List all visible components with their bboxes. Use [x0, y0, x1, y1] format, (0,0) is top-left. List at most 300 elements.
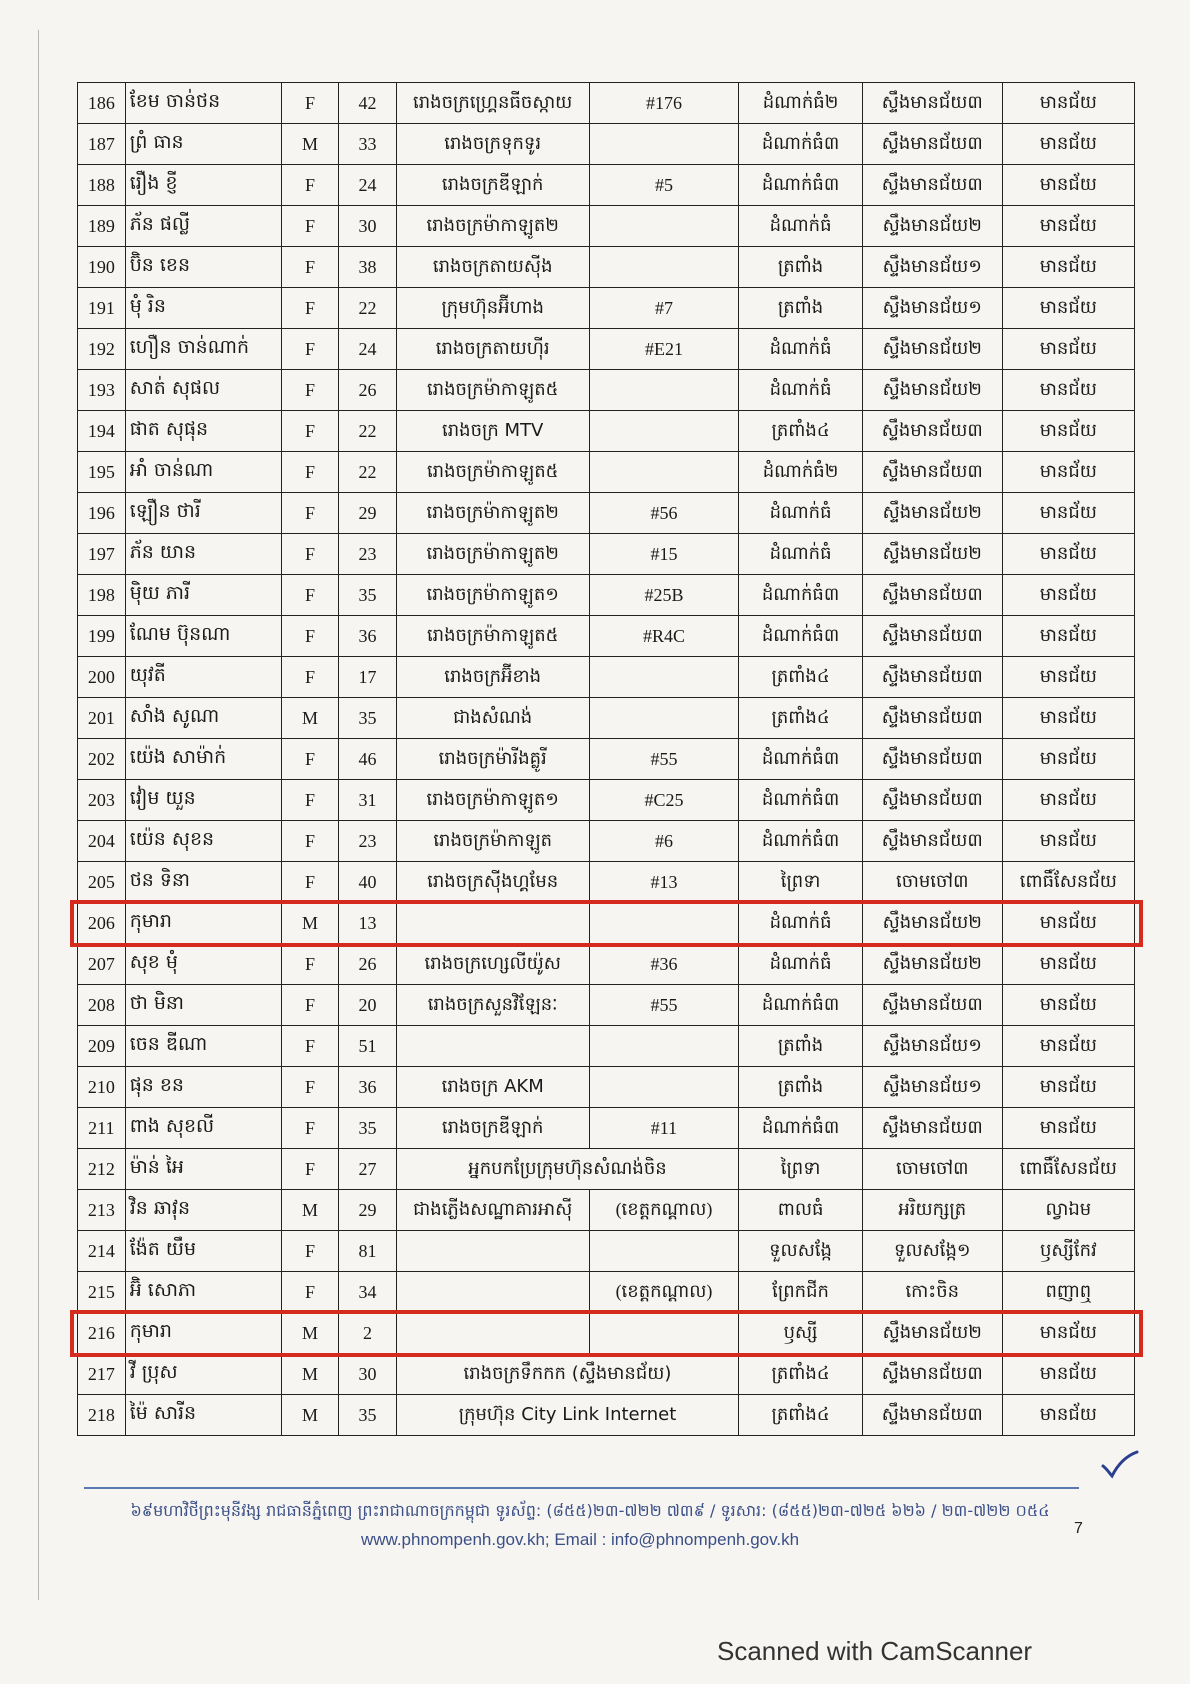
village-cell: ដំណាក់ធំ៣ [739, 1108, 863, 1149]
district-cell: មានជ័យ [1002, 780, 1134, 821]
table-row [78, 698, 1135, 739]
table-row [78, 1067, 1135, 1108]
code-cell [589, 1313, 739, 1354]
footer-address: ៦៩មហាវិថីព្រះមុនីវង្ស រាជធានីភ្នំពេញ ព្រះរាជាណាចក្រកម្ពុជា ទូរស័ព្ទ: (៨៥៥)២៣-៧២២ ៧៣៩ / ទូរសារ: (៨៥៥)២៣-៧២៥ ៦២៦ / ២៣-៧២២ ០៥៤ [130, 1501, 1050, 1520]
workplace-cell: រោងចក្រតាយហ៊ីរ [396, 329, 589, 370]
commune-cell: ស្ទឹងមានជ័យ៣ [862, 985, 1002, 1026]
village-cell: ដំណាក់ធំ [739, 944, 863, 985]
district-cell: មានជ័យ [1002, 616, 1134, 657]
row-number: 199 [78, 616, 126, 657]
village-cell: ត្រពាំង [739, 1067, 863, 1108]
sex-cell: F [281, 616, 338, 657]
workplace-cell: រោងចក្រតាយស៊ីង [396, 247, 589, 288]
age-cell: 36 [339, 1067, 396, 1108]
district-cell: មានជ័យ [1002, 1067, 1134, 1108]
row-number: 203 [78, 780, 126, 821]
person-name: រឿង ខ្ញី [125, 165, 281, 206]
scan-edge [38, 30, 39, 1600]
commune-cell: អរិយក្សត្រ [862, 1190, 1002, 1231]
table-row [78, 944, 1135, 985]
commune-cell: ស្ទឹងមានជ័យ៣ [862, 83, 1002, 124]
checkmark-icon [1100, 1450, 1140, 1480]
village-cell: ឫស្សី [739, 1313, 863, 1354]
age-cell: 23 [339, 821, 396, 862]
records-table [77, 82, 1135, 1436]
code-cell: #176 [589, 83, 739, 124]
commune-cell: ស្ទឹងមានជ័យ២ [862, 944, 1002, 985]
person-name: យ៉េង សាម៉ាក់ [125, 739, 281, 780]
code-cell: #55 [589, 985, 739, 1026]
village-cell: ដំណាក់ធំ [739, 370, 863, 411]
workplace-cell: ក្រុមហ៊ុន City Link Internet [396, 1395, 739, 1436]
workplace-cell: រោងចក្រស៊ីងហ្គមែន [396, 862, 589, 903]
row-number: 192 [78, 329, 126, 370]
district-cell: មានជ័យ [1002, 739, 1134, 780]
row-number: 186 [78, 83, 126, 124]
person-name: ភ័ន ផល្លី [125, 206, 281, 247]
table-row [78, 206, 1135, 247]
village-cell: ដំណាក់ធំ [739, 329, 863, 370]
row-number: 206 [78, 903, 126, 944]
person-name: ភ័ន យាន [125, 534, 281, 575]
workplace-cell: ជាងភ្លើងសណ្ឋាគារអាស៊ី [396, 1190, 589, 1231]
sex-cell: F [281, 780, 338, 821]
village-cell: ដំណាក់ធំ [739, 903, 863, 944]
workplace-cell [396, 1313, 589, 1354]
district-cell: មានជ័យ [1002, 452, 1134, 493]
commune-cell: ស្ទឹងមានជ័យ២ [862, 1313, 1002, 1354]
person-name: វិន ឆាវុន [125, 1190, 281, 1231]
row-number: 215 [78, 1272, 126, 1313]
workplace-cell [396, 903, 589, 944]
code-cell: #13 [589, 862, 739, 903]
commune-cell: ស្ទឹងមានជ័យ២ [862, 329, 1002, 370]
table-row [78, 1354, 1135, 1395]
table-row [78, 575, 1135, 616]
row-number: 201 [78, 698, 126, 739]
village-cell: ត្រពាំង៤ [739, 1354, 863, 1395]
sex-cell: F [281, 83, 338, 124]
workplace-cell: រោងចក្រម៉ាកាឡូត៥ [396, 616, 589, 657]
person-name: ផុន ខន [125, 1067, 281, 1108]
table-row [78, 1149, 1135, 1190]
code-cell [589, 411, 739, 452]
district-cell: មានជ័យ [1002, 657, 1134, 698]
commune-cell: ស្ទឹងមានជ័យ២ [862, 903, 1002, 944]
table-row [78, 534, 1135, 575]
commune-cell: ស្ទឹងមានជ័យ១ [862, 1067, 1002, 1108]
age-cell: 26 [339, 944, 396, 985]
village-cell: ព្រៃទា [739, 862, 863, 903]
commune-cell: ស្ទឹងមានជ័យ៣ [862, 1354, 1002, 1395]
commune-cell: ស្ទឹងមានជ័យ១ [862, 247, 1002, 288]
village-cell: ដំណាក់ធំ៣ [739, 616, 863, 657]
table-row [78, 985, 1135, 1026]
village-cell: ត្រពាំង [739, 247, 863, 288]
row-number: 213 [78, 1190, 126, 1231]
table-row [78, 616, 1135, 657]
district-cell: មានជ័យ [1002, 1313, 1134, 1354]
table-row [78, 370, 1135, 411]
sex-cell: F [281, 534, 338, 575]
sex-cell: F [281, 862, 338, 903]
row-number: 198 [78, 575, 126, 616]
sex-cell: F [281, 1149, 338, 1190]
commune-cell: ស្ទឹងមានជ័យ៣ [862, 575, 1002, 616]
row-number: 209 [78, 1026, 126, 1067]
district-cell: មានជ័យ [1002, 206, 1134, 247]
district-cell: មានជ័យ [1002, 944, 1134, 985]
sex-cell: F [281, 1108, 338, 1149]
sex-cell: F [281, 575, 338, 616]
village-cell: ព្រែកជីក [739, 1272, 863, 1313]
person-name: អាំ ចាន់ណា [125, 452, 281, 493]
commune-cell: ស្ទឹងមានជ័យ៣ [862, 1395, 1002, 1436]
village-cell: ដំណាក់ធំ៣ [739, 575, 863, 616]
person-name: ម៉ៃ សារីន [125, 1395, 281, 1436]
workplace-cell: រោងចក្រ AKM [396, 1067, 589, 1108]
person-name: ម៉ិយ ភារី [125, 575, 281, 616]
workplace-cell: រោងចក្រហ្សេលីយ៉ូស [396, 944, 589, 985]
district-cell: មានជ័យ [1002, 493, 1134, 534]
sex-cell: F [281, 370, 338, 411]
code-cell: #7 [589, 288, 739, 329]
age-cell: 40 [339, 862, 396, 903]
sex-cell: F [281, 739, 338, 780]
table-row [78, 288, 1135, 329]
workplace-cell: រោងចក្រម៉ាកាឡូត១ [396, 575, 589, 616]
sex-cell: F [281, 329, 338, 370]
sex-cell: F [281, 985, 338, 1026]
table-row [78, 862, 1135, 903]
table-row [78, 1313, 1135, 1354]
workplace-cell: រោងចក្រម៉ាកាឡូត២ [396, 493, 589, 534]
district-cell: មានជ័យ [1002, 370, 1134, 411]
row-number: 200 [78, 657, 126, 698]
table-row [78, 329, 1135, 370]
district-cell: មានជ័យ [1002, 83, 1134, 124]
village-cell: ដំណាក់ធំ៣ [739, 124, 863, 165]
sex-cell: M [281, 1190, 338, 1231]
age-cell: 51 [339, 1026, 396, 1067]
table-row [78, 821, 1135, 862]
workplace-cell: រោងចក្រ MTV [396, 411, 589, 452]
footer-contact: www.phnompenh.gov.kh; Email : info@phnompenh.gov.kh [360, 1530, 800, 1549]
row-number: 204 [78, 821, 126, 862]
workplace-cell [396, 1231, 589, 1272]
code-cell [589, 247, 739, 288]
age-cell: 35 [339, 698, 396, 739]
district-cell: មានជ័យ [1002, 329, 1134, 370]
code-cell [589, 903, 739, 944]
table-row [78, 1395, 1135, 1436]
district-cell: ពោធិ៍សែនជ័យ [1002, 862, 1134, 903]
sex-cell: M [281, 1313, 338, 1354]
commune-cell: ស្ទឹងមានជ័យ៣ [862, 780, 1002, 821]
village-cell: ត្រពាំង៤ [739, 1395, 863, 1436]
workplace-cell [396, 1272, 589, 1313]
commune-cell: ស្ទឹងមានជ័យ៣ [862, 821, 1002, 862]
table-row [78, 1272, 1135, 1313]
workplace-cell: ជាងសំណង់ [396, 698, 589, 739]
commune-cell: ស្ទឹងមានជ័យ២ [862, 206, 1002, 247]
table-row [78, 1190, 1135, 1231]
village-cell: ត្រពាំង៤ [739, 698, 863, 739]
workplace-cell: រោងចក្រទុកទូរ [396, 124, 589, 165]
person-name: ម៉ាន់ អៃ [125, 1149, 281, 1190]
workplace-cell: រោងចក្រម៉ាកាឡូត១ [396, 780, 589, 821]
footer-divider [84, 1487, 1079, 1489]
age-cell: 30 [339, 1354, 396, 1395]
village-cell: ដំណាក់ធំ៣ [739, 739, 863, 780]
age-cell: 35 [339, 575, 396, 616]
workplace-cell: អ្នកបកប្រែក្រុមហ៊ុនសំណង់ចិន [396, 1149, 739, 1190]
district-cell: ពោធិ៍សែនជ័យ [1002, 1149, 1134, 1190]
village-cell: ដំណាក់ធំ៣ [739, 985, 863, 1026]
row-number: 205 [78, 862, 126, 903]
table-row [78, 452, 1135, 493]
district-cell: មានជ័យ [1002, 985, 1134, 1026]
workplace-cell: រោងចក្រម៉ាកាឡូត៥ [396, 452, 589, 493]
sex-cell: F [281, 493, 338, 534]
person-name: យុវតី [125, 657, 281, 698]
commune-cell: ស្ទឹងមានជ័យ២ [862, 493, 1002, 534]
workplace-cell: រោងចក្រហ្គ្រេនធីចស្កាយ [396, 83, 589, 124]
code-cell [589, 206, 739, 247]
code-cell: #R4C [589, 616, 739, 657]
table-row [78, 1231, 1135, 1272]
table-row [78, 739, 1135, 780]
village-cell: ទួលសង្កែ [739, 1231, 863, 1272]
person-name: ប៊ិន ខេន [125, 247, 281, 288]
code-cell [589, 1067, 739, 1108]
district-cell: មានជ័យ [1002, 1026, 1134, 1067]
workplace-cell: រោងចក្រម៉ាកាឡូត៥ [396, 370, 589, 411]
camscanner-watermark: Scanned with CamScanner [717, 1636, 1033, 1666]
sex-cell: F [281, 944, 338, 985]
village-cell: ដំណាក់ធំ៣ [739, 165, 863, 206]
commune-cell: ស្ទឹងមានជ័យ២ [862, 370, 1002, 411]
person-name: កុមារា [125, 903, 281, 944]
age-cell: 22 [339, 288, 396, 329]
commune-cell: ស្ទឹងមានជ័យ១ [862, 1026, 1002, 1067]
village-cell: ត្រពាំង៤ [739, 657, 863, 698]
district-cell: មានជ័យ [1002, 698, 1134, 739]
row-number: 187 [78, 124, 126, 165]
commune-cell: ស្ទឹងមានជ័យ៣ [862, 124, 1002, 165]
district-cell: មានជ័យ [1002, 1354, 1134, 1395]
person-name: វី ប្រុស [125, 1354, 281, 1395]
commune-cell: ស្ទឹងមានជ័យ៣ [862, 452, 1002, 493]
commune-cell: ស្ទឹងមានជ័យ៣ [862, 1108, 1002, 1149]
table-row [78, 493, 1135, 534]
code-cell [589, 698, 739, 739]
commune-cell: ចោមចៅ៣ [862, 1149, 1002, 1190]
row-number: 217 [78, 1354, 126, 1395]
sex-cell: F [281, 452, 338, 493]
code-cell: #6 [589, 821, 739, 862]
age-cell: 22 [339, 452, 396, 493]
row-number: 207 [78, 944, 126, 985]
table-row [78, 411, 1135, 452]
code-cell: #55 [589, 739, 739, 780]
village-cell: ត្រពាំង [739, 1026, 863, 1067]
page-number: 7 [1074, 1520, 1083, 1537]
person-name: វៀម យួន [125, 780, 281, 821]
person-name: កុមារា [125, 1313, 281, 1354]
village-cell: ដំណាក់ធំ [739, 206, 863, 247]
row-number: 189 [78, 206, 126, 247]
person-name: ឡឿន ថារី [125, 493, 281, 534]
row-number: 190 [78, 247, 126, 288]
village-cell: ដំណាក់ធំ៣ [739, 780, 863, 821]
row-number: 188 [78, 165, 126, 206]
sex-cell: F [281, 247, 338, 288]
age-cell: 81 [339, 1231, 396, 1272]
row-number: 197 [78, 534, 126, 575]
workplace-cell: រោងចក្រម៉ាកាឡូត [396, 821, 589, 862]
row-number: 191 [78, 288, 126, 329]
person-name: ណែម ប៊ុនណា [125, 616, 281, 657]
workplace-cell: រោងចក្រឌីឡាក់ [396, 1108, 589, 1149]
code-cell: #11 [589, 1108, 739, 1149]
village-cell: ដំណាក់ធំ [739, 493, 863, 534]
district-cell: មានជ័យ [1002, 903, 1134, 944]
table-row [78, 83, 1135, 124]
district-cell: មានជ័យ [1002, 288, 1134, 329]
code-cell [589, 657, 739, 698]
age-cell: 26 [339, 370, 396, 411]
commune-cell: ស្ទឹងមានជ័យ៣ [862, 657, 1002, 698]
age-cell: 20 [339, 985, 396, 1026]
sex-cell: M [281, 698, 338, 739]
workplace-cell [396, 1026, 589, 1067]
person-name: ពាង សុខលី [125, 1108, 281, 1149]
age-cell: 36 [339, 616, 396, 657]
village-cell: ត្រពាំង៤ [739, 411, 863, 452]
code-cell [589, 370, 739, 411]
workplace-cell: រោងចក្រម៉ាកាឡូត២ [396, 206, 589, 247]
commune-cell: ស្ទឹងមានជ័យ៣ [862, 616, 1002, 657]
row-number: 211 [78, 1108, 126, 1149]
district-cell: មានជ័យ [1002, 821, 1134, 862]
code-cell [589, 1026, 739, 1067]
workplace-cell: រោងចក្រទឹកកក (ស្ទឹងមានជ័យ) [396, 1354, 739, 1395]
person-name: ថន ទិនា [125, 862, 281, 903]
person-name: អ៊ិ សោភា [125, 1272, 281, 1313]
code-cell: #15 [589, 534, 739, 575]
code-cell: #C25 [589, 780, 739, 821]
age-cell: 46 [339, 739, 396, 780]
village-cell: ដំណាក់ធំ៣ [739, 821, 863, 862]
village-cell: ដំណាក់ធំ [739, 534, 863, 575]
person-name: ង៉ែត យឹម [125, 1231, 281, 1272]
district-cell: មានជ័យ [1002, 124, 1134, 165]
code-cell: #25B [589, 575, 739, 616]
village-cell: ដំណាក់ធំ២ [739, 452, 863, 493]
age-cell: 33 [339, 124, 396, 165]
district-cell: មានជ័យ [1002, 575, 1134, 616]
age-cell: 35 [339, 1395, 396, 1436]
person-name: សាំង សូណា [125, 698, 281, 739]
sex-cell: F [281, 288, 338, 329]
table-row [78, 247, 1135, 288]
commune-cell: ទួលសង្កែ១ [862, 1231, 1002, 1272]
district-cell: មានជ័យ [1002, 534, 1134, 575]
code-cell: #36 [589, 944, 739, 985]
commune-cell: ចោមចៅ៣ [862, 862, 1002, 903]
sex-cell: F [281, 1272, 338, 1313]
age-cell: 30 [339, 206, 396, 247]
person-name: មុំ រិន [125, 288, 281, 329]
age-cell: 35 [339, 1108, 396, 1149]
sex-cell: F [281, 165, 338, 206]
district-cell: ឫស្សីកែវ [1002, 1231, 1134, 1272]
person-name: យ៉េន សុខន [125, 821, 281, 862]
workplace-cell: រោងចក្រឌីឡាក់ [396, 165, 589, 206]
age-cell: 42 [339, 83, 396, 124]
commune-cell: ស្ទឹងមានជ័យ៣ [862, 411, 1002, 452]
code-cell: (ខេត្តកណ្តាល) [589, 1190, 739, 1231]
commune-cell: ស្ទឹងមានជ័យ៣ [862, 739, 1002, 780]
code-cell: #E21 [589, 329, 739, 370]
row-number: 195 [78, 452, 126, 493]
sex-cell: M [281, 1395, 338, 1436]
row-number: 194 [78, 411, 126, 452]
code-cell [589, 1231, 739, 1272]
person-name: ខែម ចាន់ថន [125, 83, 281, 124]
sex-cell: F [281, 1067, 338, 1108]
commune-cell: ស្ទឹងមានជ័យ២ [862, 534, 1002, 575]
sex-cell: F [281, 657, 338, 698]
sex-cell: M [281, 903, 338, 944]
sex-cell: M [281, 1354, 338, 1395]
age-cell: 22 [339, 411, 396, 452]
sex-cell: M [281, 124, 338, 165]
person-name: សុខ មុំ [125, 944, 281, 985]
code-cell [589, 124, 739, 165]
table-row [78, 124, 1135, 165]
row-number: 208 [78, 985, 126, 1026]
age-cell: 23 [339, 534, 396, 575]
commune-cell: កោះចិន [862, 1272, 1002, 1313]
row-number: 214 [78, 1231, 126, 1272]
village-cell: ត្រពាំង [739, 288, 863, 329]
age-cell: 34 [339, 1272, 396, 1313]
age-cell: 2 [339, 1313, 396, 1354]
district-cell: មានជ័យ [1002, 165, 1134, 206]
workplace-cell: រោងចក្រម៉ារីងគ្លូរី [396, 739, 589, 780]
district-cell: ល្វាឯម [1002, 1190, 1134, 1231]
person-name: ថា មិនា [125, 985, 281, 1026]
row-number: 193 [78, 370, 126, 411]
village-cell: ព្រៃទា [739, 1149, 863, 1190]
row-number: 218 [78, 1395, 126, 1436]
age-cell: 29 [339, 493, 396, 534]
table-row [78, 1026, 1135, 1067]
district-cell: មានជ័យ [1002, 247, 1134, 288]
code-cell [589, 452, 739, 493]
age-cell: 38 [339, 247, 396, 288]
sex-cell: F [281, 1026, 338, 1067]
table-row [78, 903, 1135, 944]
district-cell: មានជ័យ [1002, 1395, 1134, 1436]
person-name: ផាត សុផុន [125, 411, 281, 452]
table-row [78, 1108, 1135, 1149]
code-cell: #5 [589, 165, 739, 206]
workplace-cell: រោងចក្រម៉ាកាឡូត២ [396, 534, 589, 575]
age-cell: 17 [339, 657, 396, 698]
